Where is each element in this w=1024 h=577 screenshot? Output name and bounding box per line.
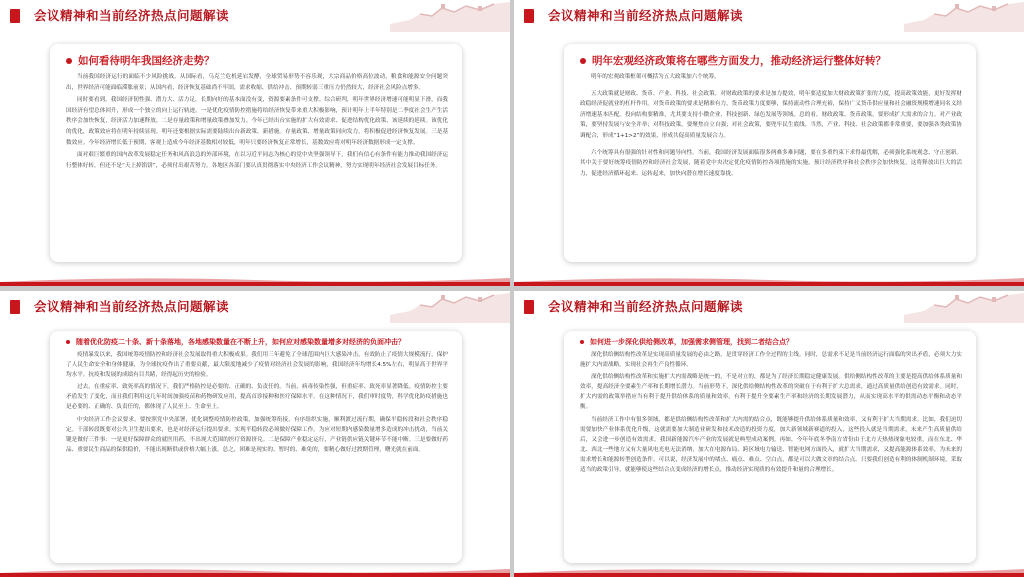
paragraph: 当前我国经济运行的面临不少风险挑战。从国际看，乌克兰危机延宕发酵，全球贸易形势不容乐观，大宗商品价格高位波动，粮食和能源安全问题突出，世界经济可能面临滞胀前景；从国内看，经济恢复基础尚不牢固，需求收缩、供给冲击、预期转弱三重压力仍然较大，经济社会风险点增多。 <box>66 74 448 91</box>
bullet-dot-icon <box>66 58 72 64</box>
bullet-dot-icon <box>66 340 70 344</box>
paragraph: 过去，在重症率、致死率高的情况下，我们严格防控是必要的、正确的、负责任的。当前，病毒传染性强，但重症率、致死率显著降低。疫情防控主要矛盾发生了变化，而且我们利用这几年时间加强疫苗和药物研发应用，提高首诊接种和医疗保障水平。在这种情况下，我们审时度势，科学优化防疫措施也是必要的、正确的、负责任的，都体现了人民至上、生命至上。 <box>66 384 448 411</box>
header-accent-bar <box>10 300 20 314</box>
paragraph: 疫情暴发以来，我国统筹疫情防控和经济社会发展取得重大积极成果。我们用三年避免了全球范围内巨大感染冲击，有效防止了疫情大规模流行，保护了人民生命安全和身体健康，为全球抗疫作出了重要贡献，最大限度地减少了疫情对经济社会发展的影响，我国经济年均增长4.5%左右，明显高于世界平均水平。抗疫和发展的成绩有目共睹，经得起历史的检验。 <box>66 352 448 379</box>
question-text: 明年宏观经济政策将在哪些方面发力，推动经济运行整体好转？ <box>592 55 886 67</box>
footer-band <box>0 276 510 286</box>
footer-red-bar <box>514 282 1024 286</box>
footer-red-bar <box>0 282 510 286</box>
header-accent-bar <box>10 9 20 23</box>
question-text: 随着优化防疫二十条、新十条落地，各地感染数量在不断上升，如何应对感染数量增多对经济的负面冲击？ <box>76 338 405 346</box>
great-wall-icon <box>904 291 1024 323</box>
content-card <box>50 331 462 563</box>
paragraph: 明年的宏观政策框架可概括为五大政策加六个统筹。 <box>591 74 720 80</box>
footer-band <box>514 276 1024 286</box>
paragraph: 六个统筹具有很强的针对性和问题导向性。当前，我国经济发展面临很多两难多难问题，要在多重约束下求得最优解，必须强化系统观念、守正创新。其中关于要好统筹疫情防控和经济社会发展，随着党中央决定优化疫情防控各项措施的实施，预计经济秩序和社会秩序会加快恢复，这将释放出巨大的活力，促进经济循环起来、运转起来，加快向潜在增长速度靠拢。 <box>580 149 962 177</box>
paragraph: 深化供给侧结构性改革和实施扩大内需战略是统一的，不是对立的，都是为了经济长期稳定健康发展。供给侧结构性改革的主要是提高供给体系质量和效率，提高经济全要素生产率和长期增长潜力。当前形势下，深化供给侧结构性改革的突破在于有利于扩大总需求，通过高质量供给创造有效需求。同时，扩大内需的政策举措应当有利于提升供给体系的质量和效率，有利于提升全要素生产率和经济的长期发展潜力，从而实现高水平的供需动态平衡和动态平衡。 <box>580 374 962 411</box>
great-wall-icon <box>390 291 510 323</box>
question-heading <box>580 337 962 347</box>
footer-red-bar <box>514 573 1024 577</box>
paragraph: 深化供给侧结构性改革是实现高质量发展的必由之路，是贯穿经济工作全过程的主线。同时，总需求不足是当前经济运行面临的突出矛盾，必须大力实施扩大内需战略，实现社会再生产良性循环。 <box>580 352 962 369</box>
slide-3 <box>0 291 510 577</box>
header-title: 会议精神和当前经济热点问题解读 <box>34 8 230 23</box>
footer-red-bar <box>0 573 510 577</box>
bullet-dot-icon <box>580 340 584 344</box>
great-wall-icon <box>390 0 510 32</box>
paragraph: 中央经济工作会议要求，要按照党中央部署，优化调整疫情防控政策，加强统筹衔接，有序组织实施，顺利渡过流行期，确保平稳转段和社会秩序稳定。干部转段既要对公共卫生提出要求，也是对经济运行提出要求。实现平稳转段必须做好保障工作。为应对短期内感染数量增多造成的冲击扰动，当前关键是做好三件事：一是更好保障群众的就医用药，不出现大范围的医疗资源挤兑。二是保障产业稳定运行，产业链供应链关键环节不能中断。三是要做好药品、重要民生商品的保供稳价，不能出现断供或价格大幅上涨。总之，困难是现实的、暂时的、难免的，要精心做好过渡期管理，曙光就在前面。 <box>66 416 448 453</box>
footer-band <box>514 567 1024 577</box>
paragraph: 同时要看到，我国经济韧性强、潜力大、活力足，长期向好的基本面没有变，资源要素条件可支撑。综合研判，明年世界经济增速可能明显下滑，而我国经济有望总体回升，形成一个独立的向上运行轨迹。一是优化疫情防控措施将给经济恢复带来重大积极影响，预计明年上半年特别是二季度社会生产生活秩序会加快恢复，经济活力加速释放。二是存量政策和增量政策叠加发力。今年已经出台实施的扩大有效需求、促进结构优化政策，该延续的延续。该优化的优化，政策效应将在明年持续显现。明年还要根据实际需要陆续出台新政策、新措施。存量政策、增量政策同向发力，将积极促进经济恢复发展。三是基数效应。今年经济增长低于预期，客观上造成今年经济基数相对较低，明年只要经济恢复正常增长，基数效应将对明年经济数据形成一定支撑。 <box>66 97 448 146</box>
slide-4 <box>514 291 1024 577</box>
slide-header <box>514 291 1024 323</box>
header-accent-bar <box>524 300 534 314</box>
header-title: 会议精神和当前经济热点问题解读 <box>548 299 744 314</box>
question-heading <box>580 54 962 68</box>
footer-band <box>0 567 510 577</box>
paragraph: 五大政策就是财政、货币、产业、科技、社会政策。对财政政策的要求是加力提效，明年要适度加大财政政策扩张的力度，提高政策效能，更好发挥财政稳经济促就业的杠杆作用。对货币政策的要求是精准有力，货币政策力度要够，保持流动性合理充裕，保持广义货币供应量和社会融资规模增速同名义经济增速基本匹配。投向结构要精准，尤其要支持小微企业、科技创新、绿色发展等领域。总的看，财政政策、货币政策，要形成扩大需求的合力。对产业政策，要坚持发展与安全并举；对科技政策，要聚焦自立自强；对社会政策，要兜牢民生底线。当然，产业、科技、社会政策都非常重要，要加强各类政策协调配合，形成“1+1>2”的效果，形成共促高质量发展合力。 <box>580 90 962 139</box>
header-accent-bar <box>524 9 534 23</box>
slide-header <box>0 0 510 32</box>
question-text: 如何进一步深化供给侧改革，加强需求侧管理，找到二者结合点？ <box>590 338 793 346</box>
slide-header <box>0 291 510 323</box>
paragraph: 面对艰巨繁重的国内改革发展稳定任务和风高浪急的外部环境，在以习近平同志为核心的党中央坚强领导下，我们有信心有条件有能力推动我国经济运行整体好转，但还不是“天上掉馅饼”，必须付出艰苦努力。各地区各部门要认真贯彻落实中央经济工作会议精神，努力实现明年经济社会发展目标任务。 <box>66 152 448 169</box>
slide-header <box>514 0 1024 32</box>
paragraph: 当前经济工作中有很多领域，都是供给侧结构性改革和扩大内需的结合点，既能够提升供给体系质量和效率，又有利于扩大当期需求。比如，我们迫切需要加快产业体系优化升级，这就需要加大制造业研发和技术改造的投资力度，加大新领域新赛道的投入，这些投入就是当期需求，未来产生高质量供给后，又会进一步创造有效需求。我国新能源汽车产业的发展就是典型成功案例。再如，今年年底冬季南方省份由于北方天热热现象电较重，而在东北、华北、西北一些地方又有大量风电光电无法消纳，加大在电源布局、跨区域电力输送、智能电网方面投入，就扩大当期需求，又提高能源体系效率，为未来的需求增长和能源转型创造条件。可以说，经济发展中的堵点、痛点、难点、空白点，都是可以大做文章的结合点。只要我们创造有利的体制机制环境，采取适当的政策引导，就能够使这些结合点变成经济的增长点，推动经济实现质的有效提升和量的合理增长。 <box>580 416 962 474</box>
content-card <box>564 44 976 262</box>
content-card <box>50 44 462 262</box>
header-title: 会议精神和当前经济热点问题解读 <box>548 8 744 23</box>
great-wall-icon <box>904 0 1024 32</box>
slide-1 <box>0 0 510 286</box>
content-card <box>564 331 976 563</box>
question-text: 如何看待明年我国经济走势？ <box>78 55 215 67</box>
bullet-dot-icon <box>580 58 586 64</box>
question-heading <box>66 337 448 347</box>
slide-2 <box>514 0 1024 286</box>
question-heading <box>66 54 448 68</box>
header-title: 会议精神和当前经济热点问题解读 <box>34 299 230 314</box>
